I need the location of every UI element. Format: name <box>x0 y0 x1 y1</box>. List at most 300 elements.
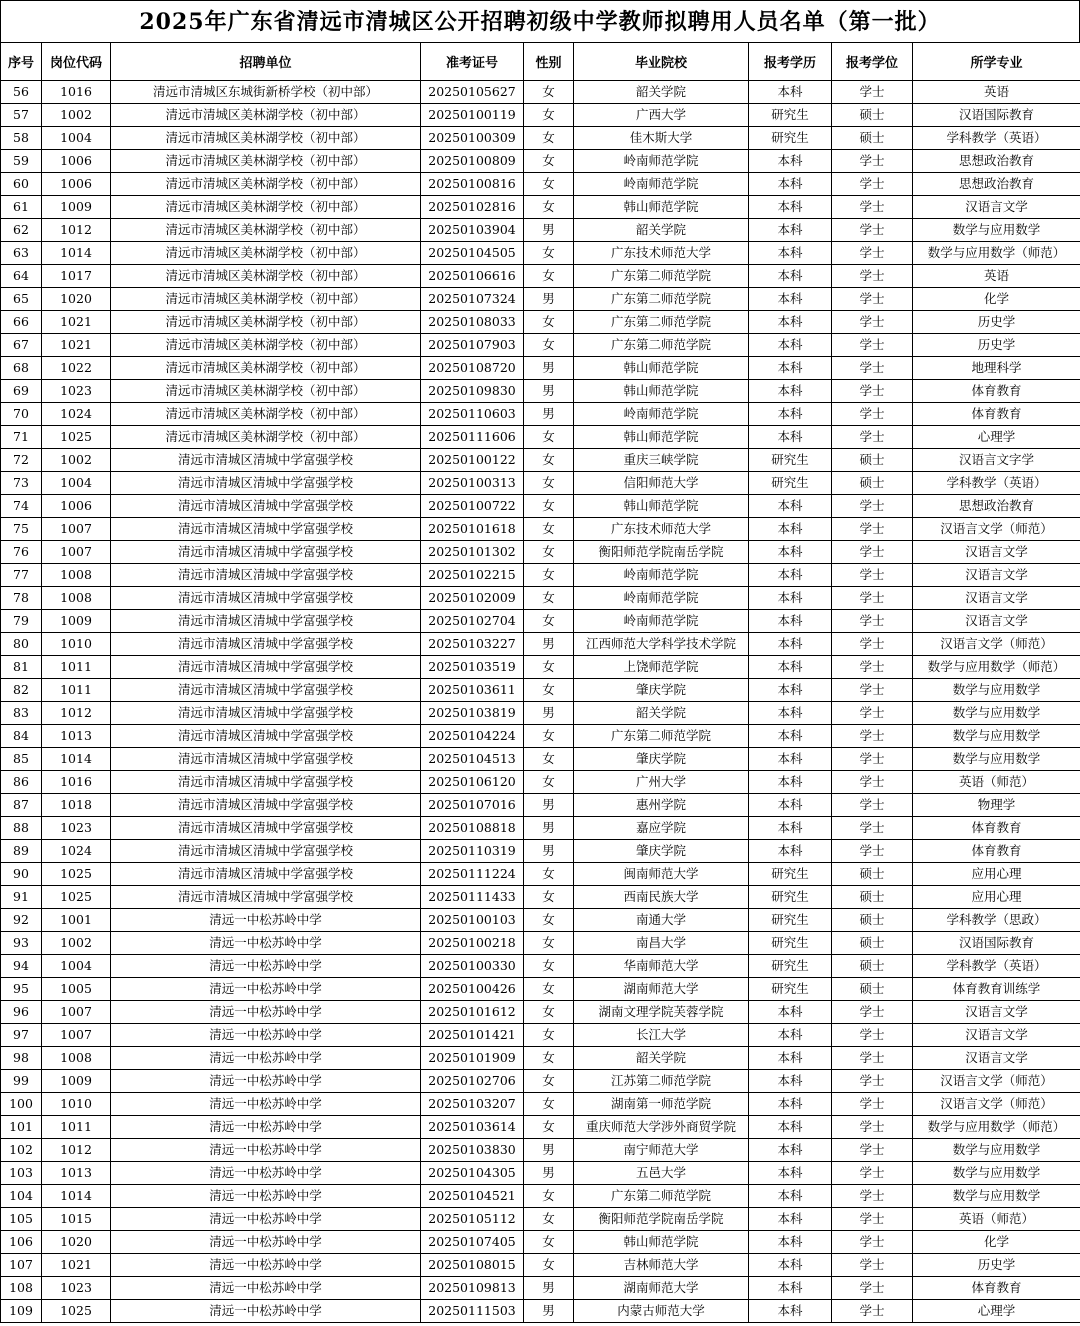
cell-employer: 清远市清城区美林湖学校（初中部） <box>111 426 421 449</box>
cell-education: 研究生 <box>749 449 832 472</box>
cell-school: 惠州学院 <box>574 794 749 817</box>
cell-gender: 女 <box>524 1001 574 1024</box>
cell-seq: 94 <box>1 955 42 978</box>
cell-post-code: 1024 <box>42 840 111 863</box>
cell-school: 岭南师范学院 <box>574 403 749 426</box>
cell-gender: 男 <box>524 1277 574 1300</box>
cell-employer: 清远市清城区清城中学富强学校 <box>111 495 421 518</box>
cell-post-code: 1007 <box>42 541 111 564</box>
cell-post-code: 1023 <box>42 817 111 840</box>
cell-gender: 女 <box>524 1070 574 1093</box>
header-seq: 序号 <box>1 43 42 81</box>
cell-seq: 83 <box>1 702 42 725</box>
cell-major: 汉语言文学 <box>913 1001 1080 1024</box>
cell-major: 地理科学 <box>913 357 1080 380</box>
table-row <box>1 1300 1080 1323</box>
table-row <box>1 1208 1080 1231</box>
cell-degree: 学士 <box>832 1047 913 1070</box>
cell-school: 湖南师范大学 <box>574 1277 749 1300</box>
cell-post-code: 1017 <box>42 265 111 288</box>
cell-major: 化学 <box>913 1231 1080 1254</box>
table-row <box>1 426 1080 449</box>
cell-post-code: 1010 <box>42 633 111 656</box>
cell-exam-id: 20250100309 <box>421 127 524 150</box>
cell-exam-id: 20250111606 <box>421 426 524 449</box>
cell-seq: 63 <box>1 242 42 265</box>
cell-degree: 学士 <box>832 1093 913 1116</box>
table-row <box>1 219 1080 242</box>
cell-major: 汉语言文学 <box>913 1047 1080 1070</box>
cell-exam-id: 20250101421 <box>421 1024 524 1047</box>
cell-gender: 女 <box>524 426 574 449</box>
cell-degree: 学士 <box>832 587 913 610</box>
cell-major: 英语 <box>913 81 1080 104</box>
cell-education: 研究生 <box>749 932 832 955</box>
cell-post-code: 1011 <box>42 1116 111 1139</box>
cell-employer: 清远一中松苏岭中学 <box>111 1001 421 1024</box>
cell-gender: 男 <box>524 1300 574 1323</box>
cell-degree: 学士 <box>832 1185 913 1208</box>
cell-seq: 77 <box>1 564 42 587</box>
cell-gender: 女 <box>524 1254 574 1277</box>
cell-seq: 85 <box>1 748 42 771</box>
cell-gender: 女 <box>524 1116 574 1139</box>
cell-degree: 学士 <box>832 610 913 633</box>
cell-post-code: 1011 <box>42 656 111 679</box>
cell-exam-id: 20250104505 <box>421 242 524 265</box>
cell-degree: 学士 <box>832 817 913 840</box>
cell-post-code: 1008 <box>42 587 111 610</box>
header-post-code: 岗位代码 <box>42 43 111 81</box>
cell-gender: 女 <box>524 265 574 288</box>
cell-seq: 92 <box>1 909 42 932</box>
cell-seq: 105 <box>1 1208 42 1231</box>
cell-seq: 81 <box>1 656 42 679</box>
cell-gender: 女 <box>524 1231 574 1254</box>
cell-post-code: 1014 <box>42 242 111 265</box>
cell-school: 韶关学院 <box>574 1047 749 1070</box>
cell-degree: 学士 <box>832 1139 913 1162</box>
cell-post-code: 1012 <box>42 702 111 725</box>
cell-major: 学科教学（英语） <box>913 472 1080 495</box>
cell-seq: 100 <box>1 1093 42 1116</box>
cell-employer: 清远一中松苏岭中学 <box>111 978 421 1001</box>
cell-degree: 学士 <box>832 656 913 679</box>
table-row <box>1 265 1080 288</box>
cell-post-code: 1015 <box>42 1208 111 1231</box>
header-row <box>1 43 1080 81</box>
cell-school: 岭南师范学院 <box>574 173 749 196</box>
cell-post-code: 1021 <box>42 311 111 334</box>
cell-gender: 女 <box>524 127 574 150</box>
table-row <box>1 518 1080 541</box>
cell-education: 本科 <box>749 541 832 564</box>
table-body <box>1 81 1080 1323</box>
cell-gender: 女 <box>524 1208 574 1231</box>
cell-education: 研究生 <box>749 127 832 150</box>
cell-seq: 78 <box>1 587 42 610</box>
table-row <box>1 564 1080 587</box>
cell-gender: 女 <box>524 104 574 127</box>
cell-employer: 清远市清城区清城中学富强学校 <box>111 633 421 656</box>
cell-gender: 女 <box>524 886 574 909</box>
cell-employer: 清远市清城区美林湖学校（初中部） <box>111 150 421 173</box>
cell-exam-id: 20250109813 <box>421 1277 524 1300</box>
cell-degree: 学士 <box>832 150 913 173</box>
table-row <box>1 1254 1080 1277</box>
cell-education: 本科 <box>749 173 832 196</box>
cell-education: 研究生 <box>749 978 832 1001</box>
table-row <box>1 127 1080 150</box>
cell-school: 嘉应学院 <box>574 817 749 840</box>
cell-gender: 男 <box>524 840 574 863</box>
cell-education: 本科 <box>749 150 832 173</box>
cell-post-code: 1007 <box>42 1001 111 1024</box>
cell-exam-id: 20250105112 <box>421 1208 524 1231</box>
cell-education: 本科 <box>749 1116 832 1139</box>
cell-post-code: 1023 <box>42 380 111 403</box>
cell-employer: 清远市清城区美林湖学校（初中部） <box>111 127 421 150</box>
table-row <box>1 1093 1080 1116</box>
cell-school: 长江大学 <box>574 1024 749 1047</box>
cell-gender: 女 <box>524 150 574 173</box>
cell-post-code: 1021 <box>42 1254 111 1277</box>
cell-post-code: 1006 <box>42 173 111 196</box>
cell-major: 体育教育 <box>913 1277 1080 1300</box>
cell-degree: 学士 <box>832 311 913 334</box>
cell-school: 南昌大学 <box>574 932 749 955</box>
cell-major: 汉语言文学（师范） <box>913 518 1080 541</box>
cell-gender: 女 <box>524 863 574 886</box>
cell-seq: 101 <box>1 1116 42 1139</box>
cell-employer: 清远市清城区清城中学富强学校 <box>111 449 421 472</box>
table-row <box>1 288 1080 311</box>
cell-major: 历史学 <box>913 334 1080 357</box>
cell-seq: 68 <box>1 357 42 380</box>
cell-employer: 清远市清城区清城中学富强学校 <box>111 518 421 541</box>
cell-gender: 女 <box>524 587 574 610</box>
cell-education: 本科 <box>749 633 832 656</box>
cell-degree: 硕士 <box>832 104 913 127</box>
cell-school: 广东技术师范大学 <box>574 242 749 265</box>
table-row <box>1 1001 1080 1024</box>
cell-post-code: 1016 <box>42 771 111 794</box>
cell-seq: 82 <box>1 679 42 702</box>
cell-seq: 84 <box>1 725 42 748</box>
cell-employer: 清远一中松苏岭中学 <box>111 1254 421 1277</box>
cell-school: 岭南师范学院 <box>574 587 749 610</box>
candidate-table <box>0 42 1080 1323</box>
cell-degree: 学士 <box>832 702 913 725</box>
cell-exam-id: 20250101618 <box>421 518 524 541</box>
table-row <box>1 334 1080 357</box>
cell-employer: 清远市清城区美林湖学校（初中部） <box>111 173 421 196</box>
cell-post-code: 1025 <box>42 426 111 449</box>
cell-employer: 清远市清城区清城中学富强学校 <box>111 886 421 909</box>
cell-school: 广东第二师范学院 <box>574 288 749 311</box>
cell-school: 岭南师范学院 <box>574 610 749 633</box>
table-row <box>1 1047 1080 1070</box>
cell-seq: 72 <box>1 449 42 472</box>
cell-school: 韩山师范学院 <box>574 495 749 518</box>
table-row <box>1 702 1080 725</box>
cell-exam-id: 20250108720 <box>421 357 524 380</box>
cell-gender: 女 <box>524 173 574 196</box>
cell-education: 研究生 <box>749 104 832 127</box>
cell-gender: 女 <box>524 656 574 679</box>
cell-education: 研究生 <box>749 472 832 495</box>
cell-gender: 女 <box>524 196 574 219</box>
cell-education: 本科 <box>749 426 832 449</box>
cell-exam-id: 20250103611 <box>421 679 524 702</box>
cell-major: 应用心理 <box>913 886 1080 909</box>
cell-employer: 清远市清城区清城中学富强学校 <box>111 725 421 748</box>
cell-gender: 女 <box>524 978 574 1001</box>
cell-exam-id: 20250100119 <box>421 104 524 127</box>
cell-exam-id: 20250100816 <box>421 173 524 196</box>
cell-school: 广东第二师范学院 <box>574 265 749 288</box>
cell-seq: 91 <box>1 886 42 909</box>
cell-degree: 学士 <box>832 1231 913 1254</box>
cell-employer: 清远市清城区东城街新桥学校（初中部） <box>111 81 421 104</box>
table-row <box>1 403 1080 426</box>
cell-school: 佳木斯大学 <box>574 127 749 150</box>
cell-post-code: 1007 <box>42 1024 111 1047</box>
cell-education: 本科 <box>749 380 832 403</box>
cell-major: 思想政治教育 <box>913 150 1080 173</box>
table-row <box>1 863 1080 886</box>
cell-exam-id: 20250107405 <box>421 1231 524 1254</box>
cell-exam-id: 20250111224 <box>421 863 524 886</box>
cell-school: 五邑大学 <box>574 1162 749 1185</box>
cell-employer: 清远市清城区清城中学富强学校 <box>111 610 421 633</box>
cell-school: 韶关学院 <box>574 81 749 104</box>
cell-degree: 学士 <box>832 1208 913 1231</box>
cell-school: 衡阳师范学院南岳学院 <box>574 541 749 564</box>
cell-post-code: 1013 <box>42 725 111 748</box>
cell-exam-id: 20250104513 <box>421 748 524 771</box>
cell-major: 汉语言文学 <box>913 564 1080 587</box>
cell-exam-id: 20250101612 <box>421 1001 524 1024</box>
cell-school: 韩山师范学院 <box>574 1231 749 1254</box>
cell-employer: 清远一中松苏岭中学 <box>111 1024 421 1047</box>
cell-education: 本科 <box>749 81 832 104</box>
cell-exam-id: 20250108033 <box>421 311 524 334</box>
cell-education: 本科 <box>749 1139 832 1162</box>
cell-education: 本科 <box>749 1254 832 1277</box>
cell-degree: 学士 <box>832 840 913 863</box>
cell-post-code: 1012 <box>42 1139 111 1162</box>
cell-degree: 学士 <box>832 1277 913 1300</box>
cell-degree: 学士 <box>832 1116 913 1139</box>
cell-exam-id: 20250111433 <box>421 886 524 909</box>
header-exam-id: 准考证号 <box>421 43 524 81</box>
cell-exam-id: 20250103904 <box>421 219 524 242</box>
table-row <box>1 955 1080 978</box>
cell-employer: 清远市清城区美林湖学校（初中部） <box>111 288 421 311</box>
cell-exam-id: 20250102704 <box>421 610 524 633</box>
cell-exam-id: 20250100313 <box>421 472 524 495</box>
cell-education: 本科 <box>749 656 832 679</box>
cell-exam-id: 20250102009 <box>421 587 524 610</box>
table-row <box>1 886 1080 909</box>
cell-exam-id: 20250108818 <box>421 817 524 840</box>
cell-major: 思想政治教育 <box>913 495 1080 518</box>
cell-gender: 男 <box>524 633 574 656</box>
cell-school: 广东技术师范大学 <box>574 518 749 541</box>
cell-seq: 80 <box>1 633 42 656</box>
cell-gender: 男 <box>524 357 574 380</box>
cell-major: 体育教育训练学 <box>913 978 1080 1001</box>
header-employer: 招聘单位 <box>111 43 421 81</box>
cell-employer: 清远市清城区清城中学富强学校 <box>111 702 421 725</box>
cell-exam-id: 20250103207 <box>421 1093 524 1116</box>
cell-degree: 学士 <box>832 219 913 242</box>
table-row <box>1 748 1080 771</box>
table-row <box>1 1139 1080 1162</box>
cell-gender: 女 <box>524 955 574 978</box>
cell-education: 本科 <box>749 518 832 541</box>
cell-exam-id: 20250104521 <box>421 1185 524 1208</box>
table-row <box>1 817 1080 840</box>
cell-school: 江西师范大学科学技术学院 <box>574 633 749 656</box>
cell-major: 学科教学（英语） <box>913 127 1080 150</box>
cell-seq: 93 <box>1 932 42 955</box>
cell-employer: 清远市清城区美林湖学校（初中部） <box>111 196 421 219</box>
cell-degree: 学士 <box>832 679 913 702</box>
cell-degree: 学士 <box>832 1300 913 1323</box>
cell-employer: 清远一中松苏岭中学 <box>111 1162 421 1185</box>
cell-education: 本科 <box>749 357 832 380</box>
cell-degree: 学士 <box>832 794 913 817</box>
cell-post-code: 1006 <box>42 150 111 173</box>
cell-exam-id: 20250100218 <box>421 932 524 955</box>
cell-exam-id: 20250109830 <box>421 380 524 403</box>
cell-school: 韩山师范学院 <box>574 380 749 403</box>
cell-seq: 60 <box>1 173 42 196</box>
cell-employer: 清远一中松苏岭中学 <box>111 909 421 932</box>
cell-education: 本科 <box>749 748 832 771</box>
cell-major: 英语（师范） <box>913 771 1080 794</box>
cell-degree: 学士 <box>832 1070 913 1093</box>
cell-major: 汉语言文学 <box>913 610 1080 633</box>
cell-employer: 清远市清城区美林湖学校（初中部） <box>111 242 421 265</box>
cell-exam-id: 20250102816 <box>421 196 524 219</box>
cell-school: 上饶师范学院 <box>574 656 749 679</box>
cell-seq: 70 <box>1 403 42 426</box>
cell-seq: 76 <box>1 541 42 564</box>
cell-post-code: 1023 <box>42 1277 111 1300</box>
cell-education: 本科 <box>749 1208 832 1231</box>
cell-employer: 清远市清城区美林湖学校（初中部） <box>111 219 421 242</box>
table-row <box>1 587 1080 610</box>
cell-gender: 女 <box>524 81 574 104</box>
cell-seq: 73 <box>1 472 42 495</box>
cell-education: 研究生 <box>749 909 832 932</box>
table-row <box>1 357 1080 380</box>
cell-degree: 学士 <box>832 564 913 587</box>
cell-school: 广西大学 <box>574 104 749 127</box>
cell-degree: 学士 <box>832 1254 913 1277</box>
table-row <box>1 610 1080 633</box>
cell-gender: 男 <box>524 288 574 311</box>
cell-exam-id: 20250111503 <box>421 1300 524 1323</box>
cell-school: 湖南文理学院芙蓉学院 <box>574 1001 749 1024</box>
cell-gender: 男 <box>524 403 574 426</box>
cell-exam-id: 20250103614 <box>421 1116 524 1139</box>
table-row <box>1 1024 1080 1047</box>
cell-post-code: 1009 <box>42 196 111 219</box>
cell-major: 体育教育 <box>913 840 1080 863</box>
table-row <box>1 1231 1080 1254</box>
cell-degree: 学士 <box>832 403 913 426</box>
cell-post-code: 1020 <box>42 288 111 311</box>
cell-degree: 学士 <box>832 426 913 449</box>
cell-employer: 清远市清城区清城中学富强学校 <box>111 472 421 495</box>
cell-gender: 女 <box>524 564 574 587</box>
cell-degree: 学士 <box>832 495 913 518</box>
cell-education: 本科 <box>749 403 832 426</box>
cell-school: 肇庆学院 <box>574 748 749 771</box>
cell-gender: 女 <box>524 518 574 541</box>
table-row <box>1 311 1080 334</box>
cell-exam-id: 20250106616 <box>421 265 524 288</box>
cell-employer: 清远市清城区清城中学富强学校 <box>111 794 421 817</box>
cell-employer: 清远市清城区清城中学富强学校 <box>111 817 421 840</box>
cell-major: 汉语言文学 <box>913 1024 1080 1047</box>
cell-seq: 71 <box>1 426 42 449</box>
cell-post-code: 1021 <box>42 334 111 357</box>
cell-seq: 65 <box>1 288 42 311</box>
cell-seq: 90 <box>1 863 42 886</box>
cell-school: 韶关学院 <box>574 702 749 725</box>
cell-seq: 75 <box>1 518 42 541</box>
cell-school: 广州大学 <box>574 771 749 794</box>
cell-employer: 清远一中松苏岭中学 <box>111 1208 421 1231</box>
cell-degree: 学士 <box>832 334 913 357</box>
cell-gender: 男 <box>524 702 574 725</box>
cell-major: 汉语言文学 <box>913 196 1080 219</box>
cell-exam-id: 20250100122 <box>421 449 524 472</box>
cell-post-code: 1004 <box>42 127 111 150</box>
header-education: 报考学历 <box>749 43 832 81</box>
cell-gender: 男 <box>524 380 574 403</box>
cell-major: 英语 <box>913 265 1080 288</box>
table-row <box>1 173 1080 196</box>
cell-major: 英语（师范） <box>913 1208 1080 1231</box>
table-row <box>1 794 1080 817</box>
cell-major: 数学与应用数学 <box>913 702 1080 725</box>
cell-employer: 清远市清城区清城中学富强学校 <box>111 771 421 794</box>
cell-seq: 102 <box>1 1139 42 1162</box>
table-row <box>1 633 1080 656</box>
cell-degree: 学士 <box>832 633 913 656</box>
table-row <box>1 1116 1080 1139</box>
cell-major: 数学与应用数学 <box>913 748 1080 771</box>
cell-post-code: 1002 <box>42 449 111 472</box>
cell-education: 本科 <box>749 1300 832 1323</box>
cell-gender: 女 <box>524 541 574 564</box>
table-row <box>1 1185 1080 1208</box>
cell-degree: 硕士 <box>832 932 913 955</box>
cell-major: 心理学 <box>913 1300 1080 1323</box>
cell-seq: 88 <box>1 817 42 840</box>
cell-education: 本科 <box>749 679 832 702</box>
cell-gender: 女 <box>524 748 574 771</box>
cell-school: 衡阳师范学院南岳学院 <box>574 1208 749 1231</box>
cell-gender: 女 <box>524 1024 574 1047</box>
cell-school: 西南民族大学 <box>574 886 749 909</box>
